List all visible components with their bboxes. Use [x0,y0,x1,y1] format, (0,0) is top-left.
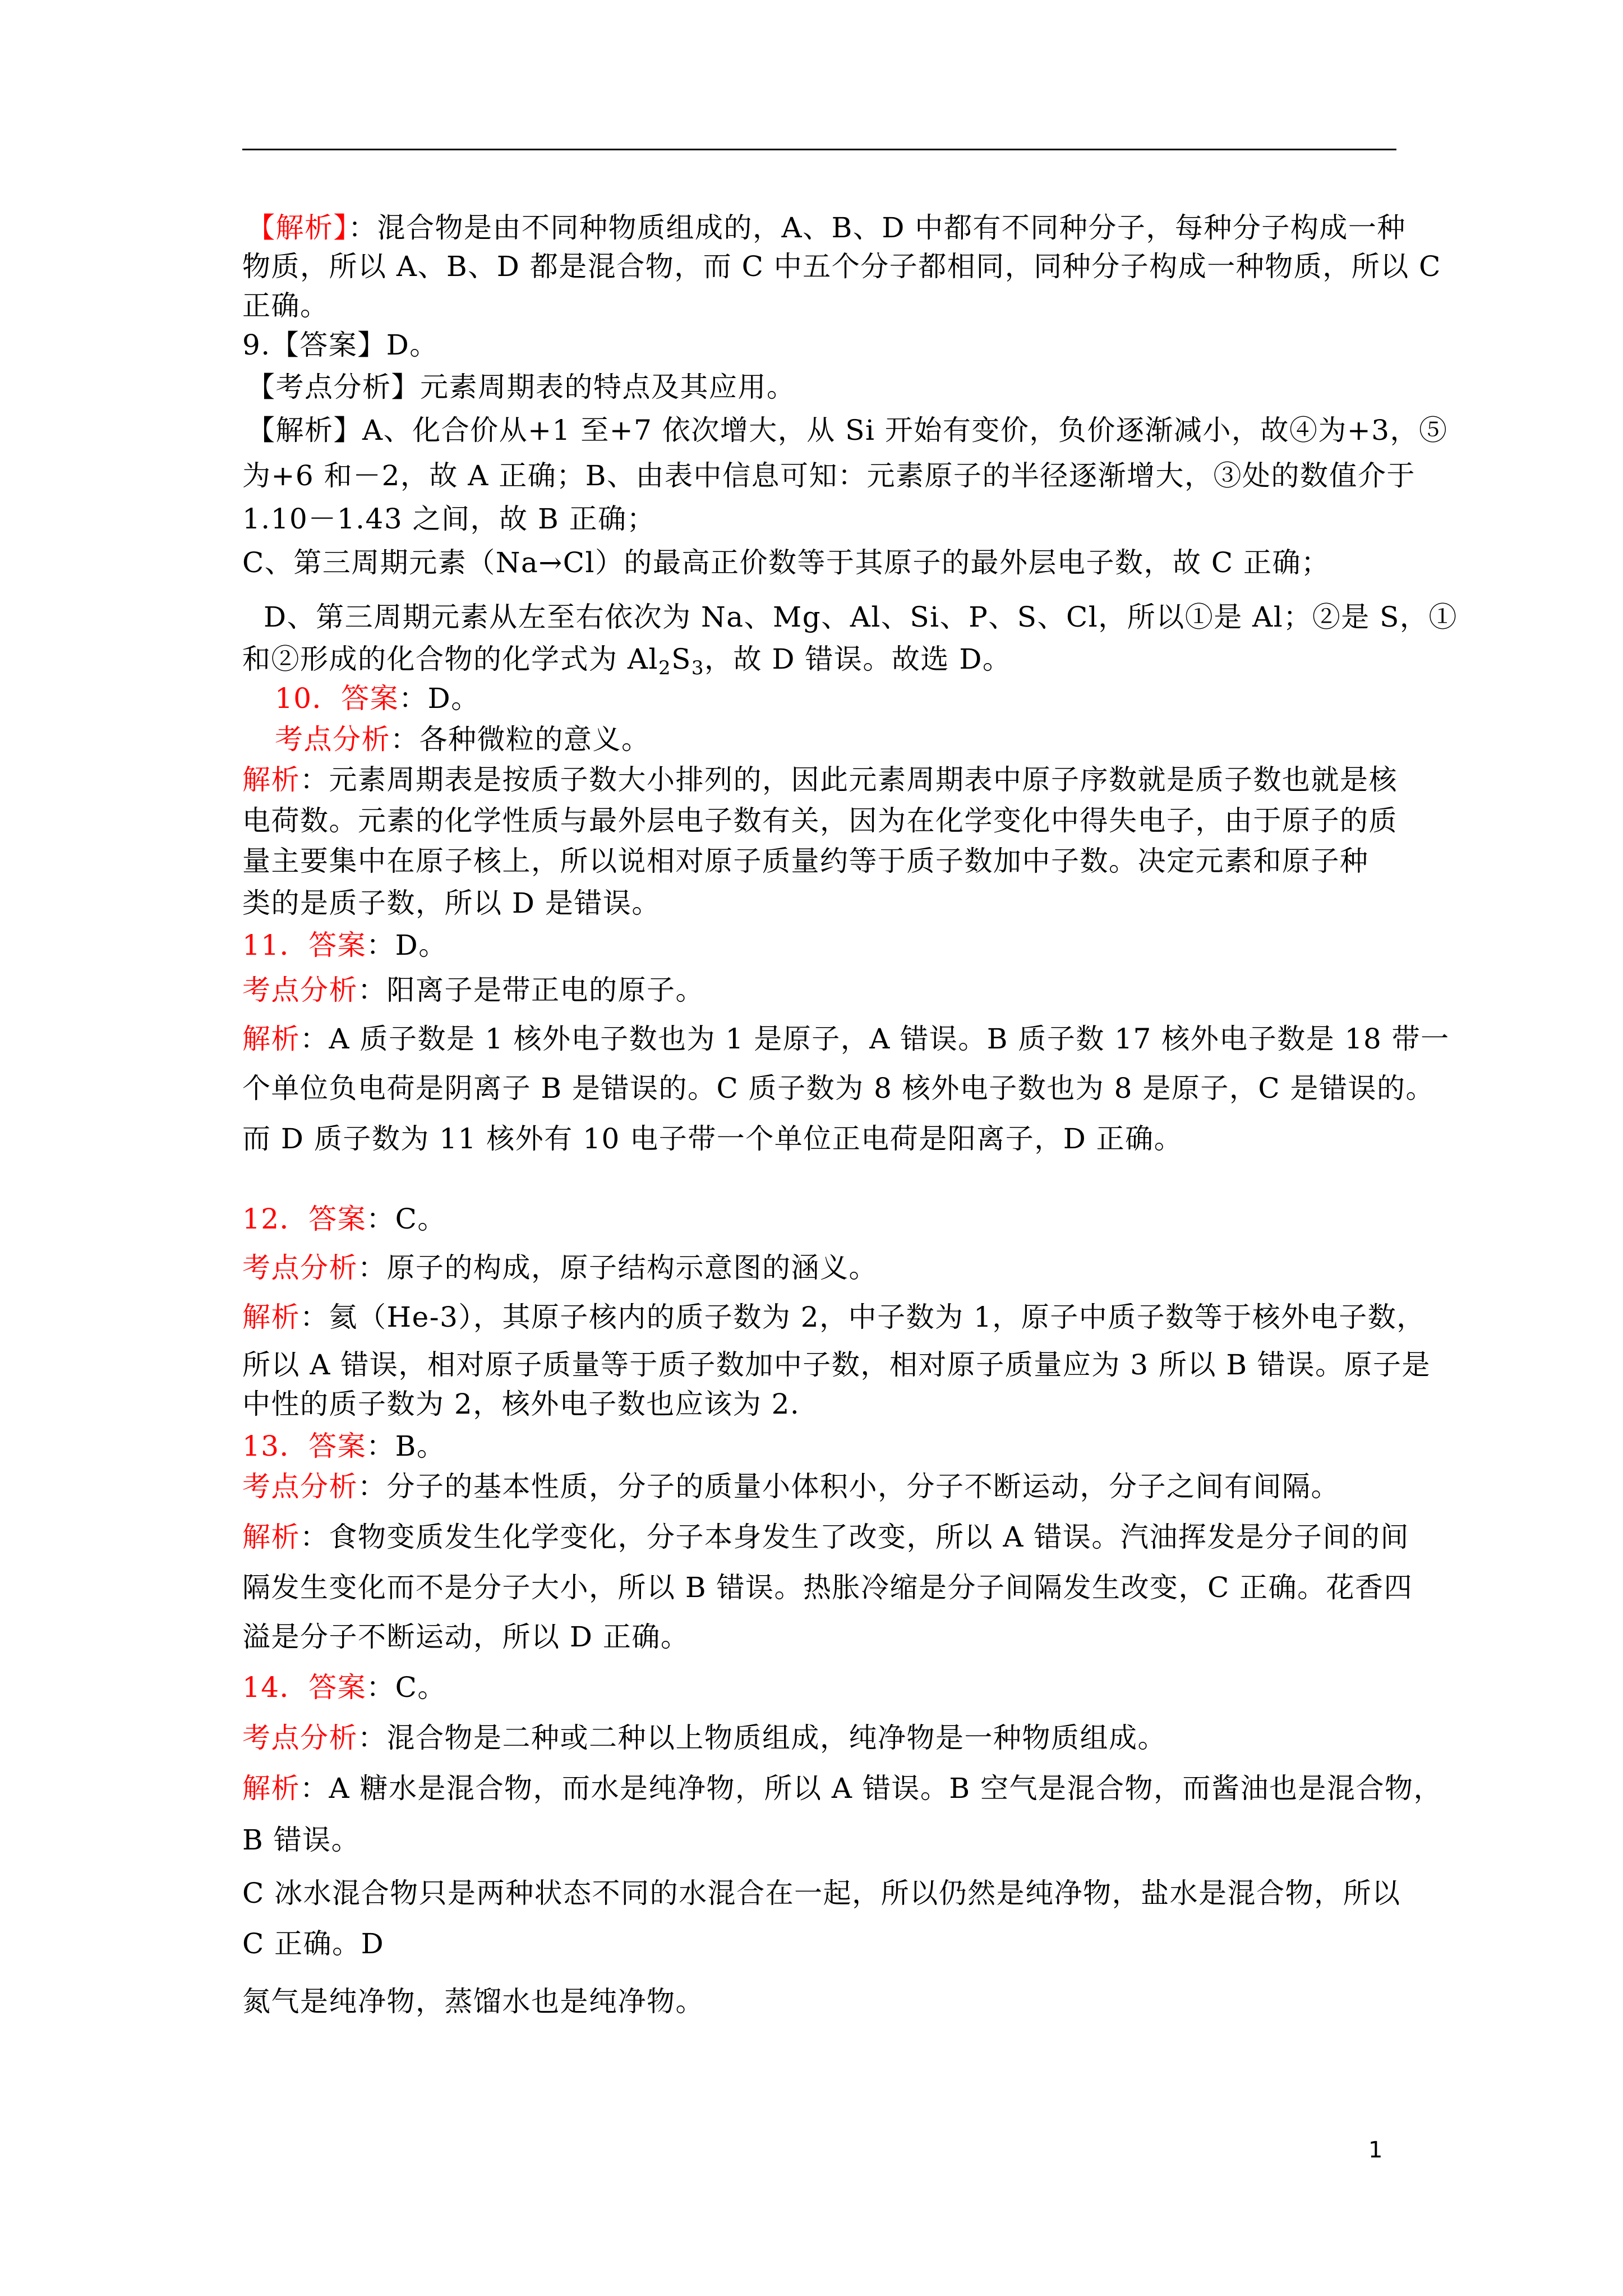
line-text: ，故 D 错误。故选 D。 [704,643,1012,675]
line-text: ：D。 [366,929,448,961]
line-text: ：原子的构成，原子结构示意图的涵义。 [358,1251,878,1284]
line-text: ：A 糖水是混合物，而水是纯净物，所以 A 错误。B 空气是混合物，而酱油也是混合物， [300,1772,1443,1805]
analysis-label: 考点分析 [242,1722,358,1754]
line-text: D。 [386,329,439,361]
analysis-label: 考点分析 [242,974,358,1006]
line-text: ：D。 [399,682,480,715]
text-line [242,459,1416,493]
text-line [242,1300,1426,1334]
line-text: 1.10－1.43 之间，故 B 正确； [242,503,656,535]
explanation-label: 解析 [242,1521,300,1553]
text-line [242,1387,1398,1421]
line-text: ：混合物是二种或二种以上物质组成，纯净物是一种物质组成。 [358,1722,1166,1754]
header-rule [242,149,1396,150]
line-text: 溢是分子不断运动，所以 D 正确。 [242,1621,690,1653]
line-text: ：B。 [366,1430,446,1462]
explanation-label: 解析 [242,1301,300,1333]
line-text: ：阳离子是带正电的原子。 [358,974,704,1006]
text-line [247,211,1406,245]
line-text: 所以 A 错误，相对原子质量等于质子数加中子数，相对原子质量应为 3 所以 B 错误。原子是 [242,1349,1431,1381]
line-text: B 错误。 [242,1824,361,1856]
line-text: 氮气是纯净物，蒸馏水也是纯净物。 [242,1985,704,2018]
text-line [242,642,1398,679]
text-line [242,928,1398,962]
page-number: 1 [1368,2137,1383,2163]
line-text: 量主要集中在原子核上，所以说相对原子质量约等于质子数加中子数。决定元素和原子种 [242,845,1369,877]
line-text: 个单位负电荷是阴离子 B 是错误的。C 质子数为 8 核外电子数也为 8 是原子，C 是错误的。 [242,1072,1435,1105]
explanation-label: 解析 [242,1023,300,1055]
text-line [242,1571,1413,1604]
line-text: 电荷数。元素的化学性质与最外层电子数有关，因为在化学变化中得失电子，由于原子的质 [242,804,1398,837]
line-text: ：C。 [366,1671,446,1704]
text-line [242,1876,1401,1910]
answer-label: 13．答案 [242,1430,367,1462]
section-label: 9.【答案】 [242,329,386,361]
text-line [247,413,1448,447]
line-text: 隔发生变化而不是分子大小，所以 B 错误。热胀冷缩是分子间隔发生改变，C 正确。花香四 [242,1571,1413,1604]
text-line [275,682,1430,715]
text-line [275,723,1430,756]
answer-label: 12．答案 [242,1203,367,1235]
line-text: 中性的质子数为 2，核外电子数也应该为 2. [242,1388,800,1420]
text-line [242,763,1398,797]
line-text: ：C。 [366,1203,446,1235]
text-line [242,1927,1398,1961]
text-line [242,1985,1398,2018]
text-line [242,1721,1398,1755]
answer-label: 14．答案 [242,1671,367,1704]
explanation-label: 解析 [242,1772,300,1805]
text-line [242,1620,1398,1654]
line-text: A、化合价从+1 至+7 依次增大，从 Si 开始有变价，负价逐渐减小，故④为+3，⑤ [362,414,1448,447]
answer-label: 10．答案 [275,682,399,715]
text-line [242,1671,1398,1704]
analysis-label: 考点分析 [275,723,390,756]
line-text: C、第三周期元素（Na→Cl）的最高正价数等于其原子的最外层电子数，故 C 正确； [242,546,1330,579]
line-text: ：各种微粒的意义。 [390,723,651,756]
text-line [242,973,1398,1007]
text-line [247,370,1402,404]
answer-label: 11．答案 [242,929,367,961]
text-line [242,328,1398,362]
text-line [242,1071,1435,1105]
text-line [242,886,1398,920]
subscript: 3 [691,657,705,679]
text-line [242,546,1398,579]
line-text: ：分子的基本性质，分子的质量小体积小，分子不断运动，分子之间有间隔。 [358,1470,1340,1503]
line-text: ：混合物是由不同种物质组成的，A、B、D 中都有不同种分子，每种分子构成一种 [348,211,1406,244]
section-label: 【解析】 [247,414,362,447]
line-text: 类的是质子数，所以 D 是错误。 [242,887,661,919]
line-text: C 冰水混合物只是两种状态不同的水混合在一起，所以仍然是纯净物，盐水是混合物，所以 [242,1877,1401,1910]
analysis-label: 考点分析 [242,1470,358,1503]
line-text: 正确。 [242,289,329,322]
explanation-label: 解析 [242,763,300,796]
analysis-label: 考点分析 [242,1251,358,1284]
line-text: D、第三周期元素从左至右依次为 Na、Mg、Al、Si、P、S、Cl，所以①是 Al；②是 S，① [264,601,1458,633]
line-text: 元素周期表的特点及其应用。 [420,371,796,403]
subscript: 2 [658,657,672,679]
text-line [242,250,1441,283]
line-text: S [671,643,691,675]
text-line [242,1251,1398,1285]
line-text: C 正确。D [242,1927,385,1960]
line-text: ：A 质子数是 1 核外电子数也为 1 是原子，A 错误。B 质子数 17 核外电子数是 18 带一 [300,1023,1450,1055]
line-text: ：氦（He-3），其原子核内的质子数为 2，中子数为 1，原子中质子数等于核外电子数， [300,1301,1426,1333]
section-label: 【解析】 [247,211,348,244]
line-text: 为+6 和－2，故 A 正确；B、由表中信息可知：元素原子的半径逐渐增大，③处的数值介于 [242,459,1416,492]
text-line [242,502,1398,536]
text-line [264,600,1458,634]
text-line [242,289,1398,323]
section-label: 【考点分析】 [247,371,420,403]
line-text: 和②形成的化合物的化学式为 Al [242,643,658,675]
text-line [242,1202,1398,1236]
text-line [242,1772,1443,1805]
line-text: 物质，所以 A、B、D 都是混合物，而 C 中五个分子都相同，同种分子构成一种物质，所以 C [242,250,1441,283]
text-line [242,1429,1398,1463]
text-line [242,844,1398,878]
line-text: ：食物变质发生化学变化，分子本身发生了改变，所以 A 错误。汽油挥发是分子间的间 [300,1521,1409,1553]
line-text: ：元素周期表是按质子数大小排列的，因此元素周期表中原子序数就是质子数也就是核 [300,763,1398,796]
text-line [242,1022,1450,1056]
line-text: 而 D 质子数为 11 核外有 10 电子带一个单位正电荷是阳离子，D 正确。 [242,1122,1183,1155]
text-line [242,1348,1431,1382]
text-line [242,804,1398,838]
text-line [242,1823,1398,1857]
text-line [242,1470,1398,1503]
text-line [242,1520,1409,1554]
text-line [242,1122,1398,1156]
